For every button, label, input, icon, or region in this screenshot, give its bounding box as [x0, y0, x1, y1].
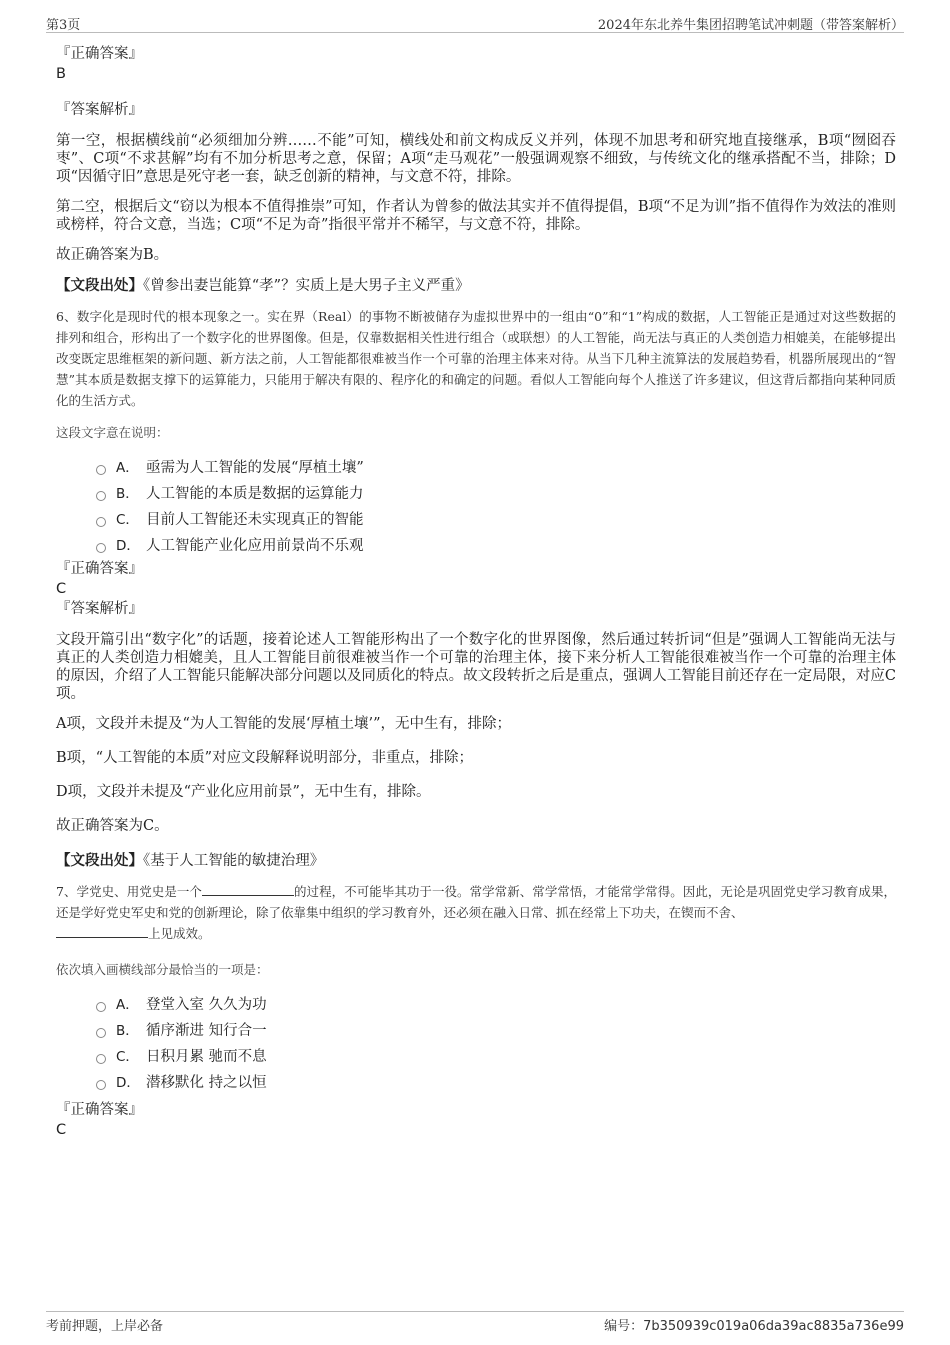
page-number: 第3页: [46, 18, 81, 33]
q7-answer-label: 『正确答案』: [56, 1102, 143, 1118]
source-label: 【文段出处】: [56, 852, 143, 869]
q6-options: [56, 455, 896, 559]
option-letter: C．: [116, 1049, 139, 1065]
radio-button-icon[interactable]: [96, 543, 106, 553]
option-text: 潜移默化 持之以恒: [146, 1075, 267, 1091]
option-letter: C．: [116, 512, 139, 528]
source-label: 【文段出处】: [56, 277, 143, 294]
q5-analysis-conclusion: 故正确答案为B。: [56, 247, 169, 263]
option-text: 亟需为人工智能的发展“厚植土壤”: [146, 460, 364, 476]
source-title: 《基于人工智能的敏捷治理》: [143, 853, 325, 869]
option-letter: D．: [116, 1075, 140, 1091]
q6-analysis-conclusion: 故正确答案为C。: [56, 818, 169, 834]
radio-button-icon[interactable]: [96, 1054, 106, 1064]
option-text: 人工智能的本质是数据的运算能力: [146, 486, 364, 502]
radio-button-icon[interactable]: [96, 1080, 106, 1090]
q7-question-text: [56, 881, 896, 944]
q7-text-part: 上见成效。: [148, 926, 211, 941]
page-footer: [46, 1311, 904, 1334]
q5-analysis-paragraph: 第二空，根据后文“窃以为根本不值得推崇”可知，作者认为曾参的做法其实并不值得提倡，B项“不足为训”指不值得作为效法的准则或榜样，符合文意，当选；C项“不足为奇”指很平常并不稀罕，与文意不符，排除。: [56, 199, 896, 233]
source-title: 《曾参出妻岂能算“孝”？实质上是大男子主义严重》: [143, 278, 470, 294]
document-code: [604, 1315, 904, 1334]
option-letter: A．: [116, 460, 139, 476]
q5-analysis-label: 『答案解析』: [56, 102, 143, 118]
q6-answer-label: 『正确答案』: [56, 561, 143, 577]
q7-options: [56, 992, 896, 1096]
fill-in-blank: [56, 923, 148, 938]
q6-analysis-paragraph: D项，文段并未提及“产业化应用前景”，无中生有，排除。: [56, 784, 431, 800]
document-title: 2024年东北养牛集团招聘笔试冲刺题（带答案解析）: [597, 18, 904, 33]
option-text: 人工智能产业化应用前景尚不乐观: [146, 538, 364, 554]
q6-option-b[interactable]: [96, 481, 896, 507]
q5-answer-label: 『正确答案』: [56, 46, 143, 62]
radio-button-icon[interactable]: [96, 517, 106, 527]
q7-option-d[interactable]: [96, 1070, 896, 1096]
q6-option-a[interactable]: [96, 455, 896, 481]
code-value: 7b350939c019a06da39ac8835a736e99: [643, 1319, 904, 1334]
option-text: 日积月累 驰而不息: [146, 1049, 267, 1065]
option-text: 循序渐进 知行合一: [146, 1023, 267, 1039]
option-letter: B．: [116, 486, 139, 502]
q7-text-part: 的过程，不可能毕其功于一役。常学常新、常学常悟，才能常学常得。因此，无论是巩固党史学习教育成果，还是学好党史军史和党的创新理论，除了依靠集中组织的学习教育外，还必须在融入日常、抓在经常上下功夫，在锲而不舍、: [56, 884, 896, 920]
q5-source: [56, 276, 896, 296]
document-body: [56, 44, 896, 1140]
q7-option-c[interactable]: [96, 1044, 896, 1070]
option-letter: A．: [116, 997, 139, 1013]
option-text: 目前人工智能还未实现真正的智能: [146, 512, 364, 528]
q6-question-prompt: 这段文字意在说明：: [56, 425, 169, 440]
q5-answer-value: B: [56, 66, 66, 82]
footer-slogan: 考前押题，上岸必备: [46, 1319, 164, 1334]
q6-question-text: 6、数字化是现时代的根本现象之一。实在界（Real）的事物不断被储存为虚拟世界中的一组由“0”和“1”构成的数据，人工智能正是通过对这些数据的排列和组合，形构出了一个数字化的世界图像。但是，仅靠数据相关性进行组合（或联想）的人工智能，尚无法与真正的人类创造力相媲美，在能够提出改变既定思维框架的新问题、新方法之前，人工智能都很难被当作一个可靠的治理主体来对待。从当下几种主流算法的发展趋势看，机器所展现出的“智慧”其本质是数据支撑下的运算能力，只能用于解决有限的、程序化的和确定的问题。看似人工智能向每个人推送了许多建议，但这背后都指向某种同质化的生活方式。: [56, 309, 896, 408]
fill-in-blank: [202, 881, 294, 896]
radio-button-icon[interactable]: [96, 465, 106, 475]
q6-analysis-paragraph: 文段开篇引出“数字化”的话题，接着论述人工智能形构出了一个数字化的世界图像，然后通过转折词“但是”强调人工智能尚无法与真正的人类创造力相媲美，且人工智能目前很难被当作一个可靠的治理主体，接下来分析人工智能很难被当作一个可靠的治理主体的原因，介绍了人工智能只能解决部分问题以及同质化的特点。故文段转折之后是重点，强调人工智能目前还存在一定局限，对应C项。: [56, 632, 896, 702]
radio-button-icon[interactable]: [96, 1002, 106, 1012]
q6-option-c[interactable]: [96, 507, 896, 533]
q6-analysis-paragraph: A项，文段并未提及“为人工智能的发展‘厚植土壤’”，无中生有，排除；: [56, 716, 512, 732]
q5-analysis-paragraph: 第一空，根据横线前“必须细加分辨……不能”可知，横线处和前文构成反义并列，体现不加思考和研究地直接继承，B项“囫囵吞枣”、C项“不求甚解”均有不加分析思考之意，保留；A项“走马观花”一般强调观察不细致，与传统文化的继承搭配不当，排除；D项“因循守旧”意思是死守老一套，缺乏创新的精神，与文意不符，排除。: [56, 133, 896, 185]
q6-source: [56, 851, 896, 871]
q7-answer-value: C: [56, 1122, 67, 1138]
q6-analysis-label: 『答案解析』: [56, 601, 143, 617]
q7-text-part: 7、学党史、用党史是一个: [56, 884, 202, 899]
radio-button-icon[interactable]: [96, 1028, 106, 1038]
q7-option-a[interactable]: [96, 992, 896, 1018]
q6-answer-value: C: [56, 581, 67, 597]
radio-button-icon[interactable]: [96, 491, 106, 501]
q6-option-d[interactable]: [96, 533, 896, 559]
q7-option-b[interactable]: [96, 1018, 896, 1044]
option-letter: B．: [116, 1023, 139, 1039]
option-text: 登堂入室 久久为功: [146, 997, 267, 1013]
q6-analysis-paragraph: B项，“人工智能的本质”对应文段解释说明部分，非重点，排除；: [56, 750, 473, 766]
code-label: 编号：: [604, 1319, 644, 1334]
page-header: [46, 14, 904, 33]
q7-question-prompt: 依次填入画横线部分最恰当的一项是：: [56, 962, 269, 977]
option-letter: D．: [116, 538, 140, 554]
